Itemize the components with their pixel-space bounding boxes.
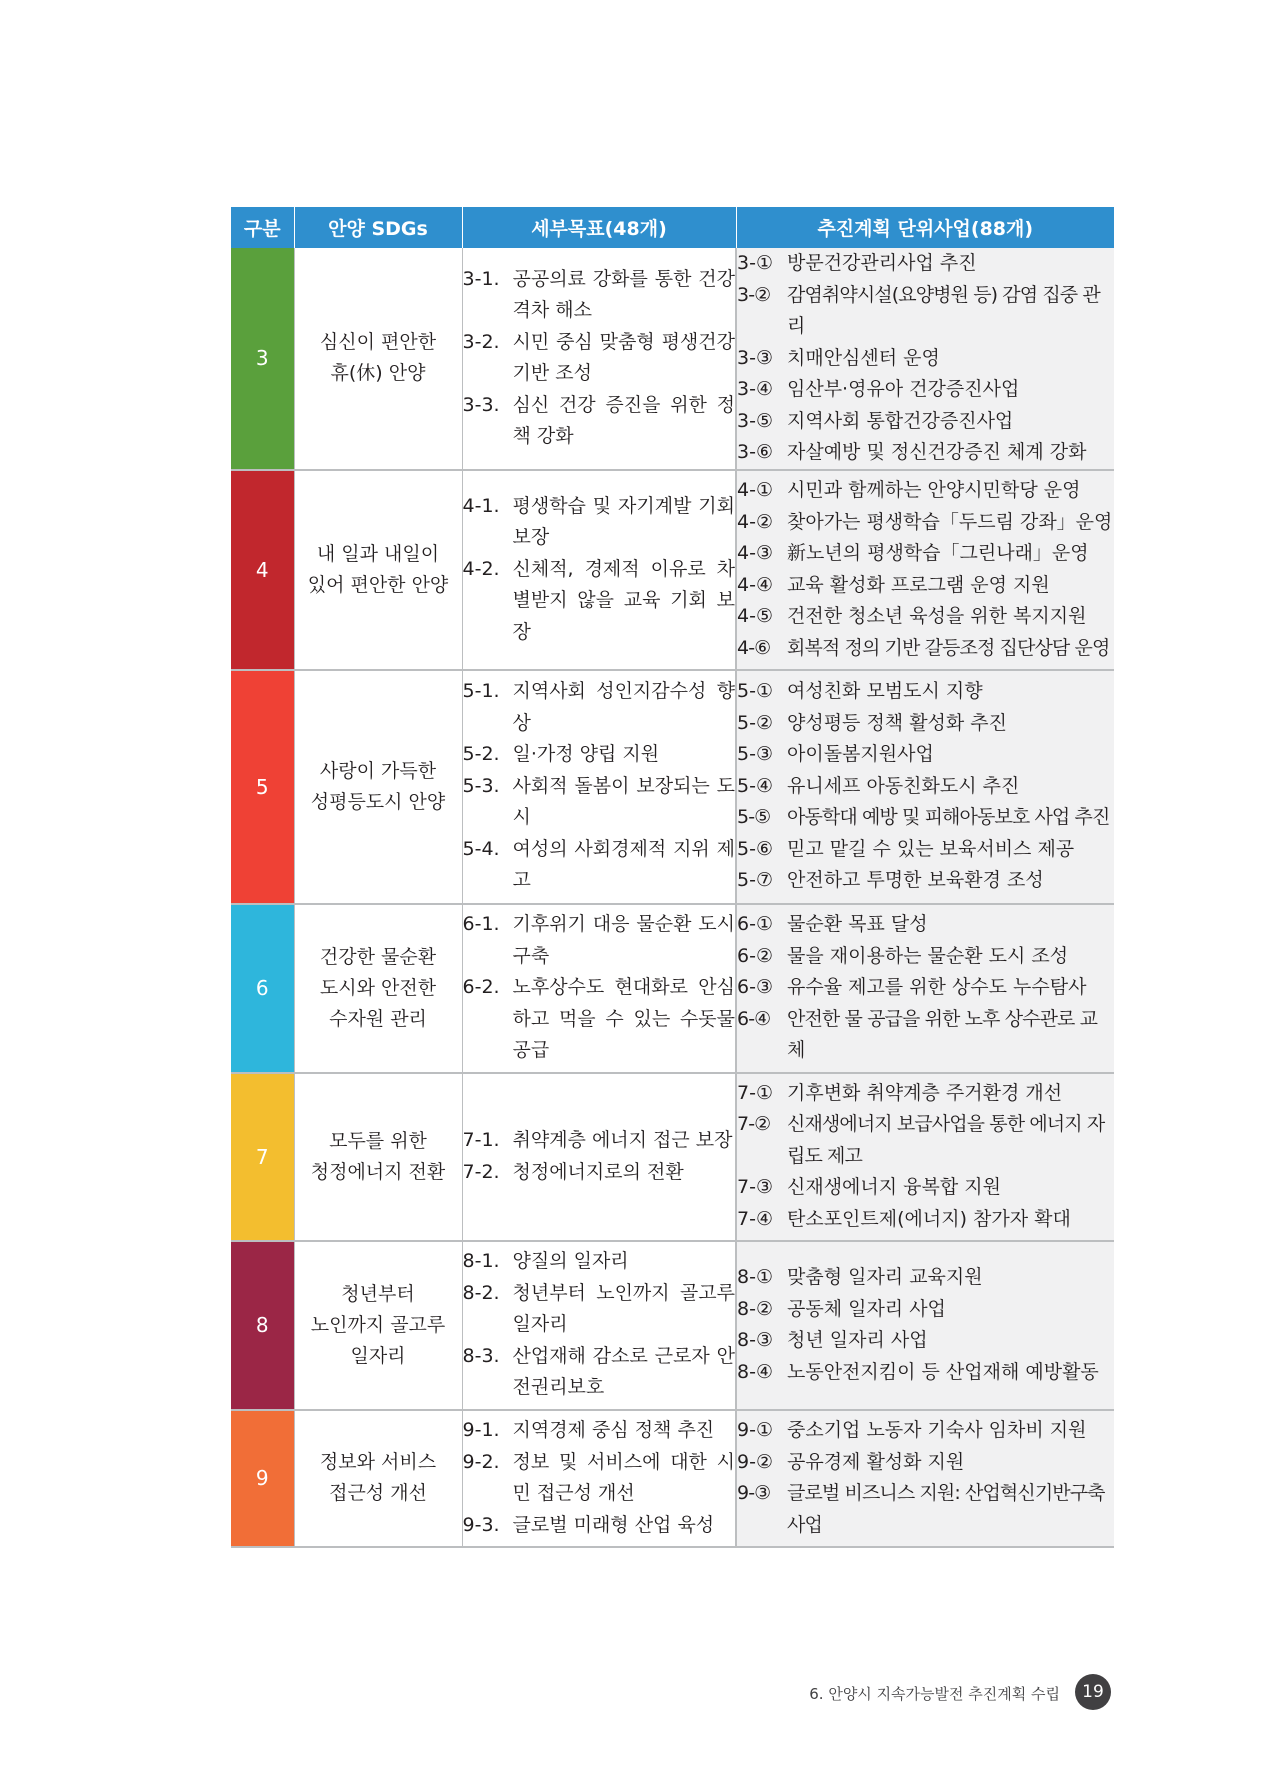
project-text: 新노년의 평생학습「그린나래」운영 — [787, 542, 1089, 564]
project-text: 공유경제 활성화 지원 — [787, 1450, 965, 1473]
project-text: 회복적 정의 기반 갈등조정 집단상담 운영 — [787, 636, 1110, 659]
project-text: 건전한 청소년 육성을 위한 복지지원 — [787, 605, 1087, 627]
unit-project-item — [737, 802, 1114, 834]
goal-text: 신체적, 경제적 이유로 차별받지 않을 교육 기회 보장 — [512, 557, 735, 643]
project-code: 6-② — [737, 944, 773, 967]
unit-project-item — [737, 507, 1114, 539]
goal-code: 8-1. — [462, 1250, 500, 1273]
unit-project-item — [737, 248, 1114, 280]
sdg-name-line: 접근성 개선 — [329, 1482, 427, 1504]
header-category: 구분 — [231, 207, 294, 248]
project-text: 탄소포인트제(에너지) 참가자 확대 — [787, 1207, 1071, 1230]
table-row — [231, 904, 1114, 1073]
goal-text: 글로벌 미래형 산업 육성 — [512, 1513, 715, 1536]
project-code: 4-⑤ — [737, 605, 773, 627]
project-text: 시민과 함께하는 안양시민학당 운영 — [787, 479, 1081, 501]
detail-goals-cell — [462, 470, 736, 670]
detail-goals-cell — [462, 904, 736, 1073]
goal-code: 5-1. — [462, 680, 500, 703]
project-code: 4-① — [737, 479, 773, 501]
project-code: 8-③ — [737, 1329, 773, 1351]
unit-projects-cell — [736, 470, 1114, 670]
project-text: 신재생에너지 융복합 지원 — [787, 1176, 1001, 1199]
goal-text: 정보 및 서비스에 대한 시민 접근성 개선 — [512, 1450, 735, 1504]
table-row — [231, 1241, 1114, 1410]
detail-goal-item — [463, 739, 736, 771]
project-text: 아동학대 예방 및 피해아동보호 사업 추진 — [787, 806, 1110, 829]
project-code: 5-④ — [737, 774, 773, 797]
sdg-name-line: 사랑이 가득한 — [319, 759, 437, 782]
goal-text: 취약계층 에너지 접근 보장 — [512, 1129, 733, 1151]
project-code: 3-⑥ — [737, 441, 773, 463]
sdg-name-line: 정보와 서비스 — [319, 1451, 437, 1473]
header-unit-projects: 추진계획 단위사업(88개) — [736, 207, 1114, 248]
unit-project-item — [737, 972, 1114, 1004]
project-text: 지역사회 통합건강증진사업 — [787, 409, 1014, 432]
sdg-number-cell: 3 — [231, 248, 294, 470]
goal-text: 산업재해 감소로 근로자 안전권리보호 — [512, 1344, 735, 1399]
sdg-name-cell — [294, 1073, 462, 1241]
project-code: 4-② — [737, 510, 773, 533]
goal-text: 노후상수도 현대화로 안심하고 먹을 수 있는 수돗물 공급 — [512, 976, 735, 1062]
header-detail-goals: 세부목표(48개) — [462, 207, 736, 248]
unit-project-item — [737, 865, 1114, 897]
sdg-name-line: 휴(休) 안양 — [330, 362, 426, 385]
goal-text: 청년부터 노인까지 골고루 일자리 — [512, 1281, 735, 1336]
project-code: 4-⑥ — [737, 636, 771, 659]
project-text: 양성평등 정책 활성화 추진 — [787, 711, 1008, 734]
goal-text: 시민 중심 맞춤형 평생건강 기반 조성 — [512, 330, 735, 385]
table-row — [231, 670, 1114, 904]
footer-chapter-title: 6. 안양시 지속가능발전 추진계획 수립 — [809, 1685, 1060, 1703]
project-code: 5-⑦ — [737, 869, 773, 892]
detail-goal-item — [463, 491, 736, 554]
unit-project-item — [737, 1294, 1114, 1326]
project-text: 자살예방 및 정신건강증진 체계 강화 — [787, 441, 1087, 463]
project-code: 6-③ — [737, 976, 773, 999]
detail-goal-item — [463, 1447, 736, 1510]
unit-project-item — [737, 1478, 1114, 1541]
project-code: 7-① — [737, 1081, 773, 1104]
project-text: 찾아가는 평생학습「두드림 강좌」운영 — [787, 510, 1113, 533]
sdg-number-cell: 4 — [231, 470, 294, 670]
project-code: 5-① — [737, 680, 773, 703]
unit-project-item — [737, 475, 1114, 507]
project-text: 유수율 제고를 위한 상수도 누수탐사 — [787, 976, 1087, 999]
sdg-number-cell: 9 — [231, 1410, 294, 1547]
project-code: 6-④ — [737, 1007, 771, 1030]
unit-projects-cell — [736, 670, 1114, 904]
unit-project-item — [737, 1078, 1114, 1110]
goal-code: 4-1. — [462, 494, 500, 517]
goal-text: 일·가정 양립 지원 — [512, 743, 660, 766]
project-code: 8-② — [737, 1297, 773, 1320]
sdg-name-cell — [294, 1241, 462, 1410]
sdg-name-cell — [294, 904, 462, 1073]
unit-project-item — [737, 1109, 1114, 1172]
unit-project-item — [737, 739, 1114, 771]
header-sdgs: 안양 SDGs — [294, 207, 462, 248]
project-text: 유니세프 아동친화도시 추진 — [787, 774, 1020, 797]
sdg-number-cell: 5 — [231, 670, 294, 904]
unit-project-item — [737, 1004, 1114, 1067]
goal-code: 7-2. — [462, 1160, 500, 1183]
sdg-name-line: 도시와 안전한 — [319, 976, 437, 999]
sdg-name-line: 청년부터 — [341, 1282, 415, 1305]
project-code: 9-② — [737, 1450, 773, 1473]
detail-goal-item — [463, 327, 736, 390]
project-text: 물순환 목표 달성 — [787, 913, 928, 936]
project-code: 6-① — [737, 913, 773, 936]
table-row — [231, 470, 1114, 670]
unit-project-item — [737, 343, 1114, 375]
detail-goal-item — [463, 390, 736, 453]
goal-code: 4-2. — [462, 557, 500, 580]
unit-project-item — [737, 909, 1114, 941]
goal-text: 청정에너지로의 전환 — [512, 1160, 684, 1183]
project-code: 3-② — [737, 283, 771, 306]
project-text: 아이돌봄지원사업 — [787, 743, 934, 766]
unit-project-item — [737, 406, 1114, 438]
sdg-name-line: 성평등도시 안양 — [310, 790, 446, 813]
project-text: 감염취약시설(요양병원 등) 감염 집중 관리 — [787, 283, 1100, 337]
sdg-number-cell: 7 — [231, 1073, 294, 1241]
project-code: 3-③ — [737, 346, 773, 369]
detail-goal-item — [463, 909, 736, 972]
sdg-name-line: 심신이 편안한 — [319, 331, 437, 354]
unit-project-item — [737, 538, 1114, 570]
goal-code: 7-1. — [462, 1129, 500, 1151]
project-text: 공동체 일자리 사업 — [787, 1297, 946, 1320]
goal-code: 9-1. — [462, 1419, 500, 1441]
detail-goal-item — [463, 676, 736, 739]
goal-code: 5-3. — [462, 774, 500, 797]
project-code: 5-⑥ — [737, 837, 773, 860]
unit-project-item — [737, 941, 1114, 973]
project-code: 5-⑤ — [737, 806, 771, 829]
detail-goals-cell — [462, 1073, 736, 1241]
project-text: 중소기업 노동자 기숙사 임차비 지원 — [787, 1419, 1087, 1441]
goal-code: 5-2. — [462, 743, 500, 766]
table-row — [231, 1410, 1114, 1547]
table-row — [231, 248, 1114, 470]
project-text: 믿고 맡길 수 있는 보육서비스 제공 — [787, 837, 1075, 860]
goal-code: 3-2. — [462, 330, 500, 353]
detail-goal-item — [463, 1510, 736, 1542]
sdg-number-cell: 6 — [231, 904, 294, 1073]
project-text: 안전하고 투명한 보육환경 조성 — [787, 869, 1044, 892]
project-text: 기후변화 취약계층 주거환경 개선 — [787, 1081, 1063, 1104]
detail-goals-cell — [462, 248, 736, 470]
goal-text: 사회적 돌봄이 보장되는 도시 — [512, 774, 735, 829]
project-text: 치매안심센터 운영 — [787, 346, 940, 369]
detail-goal-item — [463, 1125, 736, 1157]
sdg-name-cell — [294, 1410, 462, 1547]
unit-projects-cell — [736, 248, 1114, 470]
sdg-name-cell — [294, 248, 462, 470]
project-text: 노동안전지킴이 등 산업재해 예방활동 — [787, 1360, 1099, 1383]
sdg-name-cell — [294, 470, 462, 670]
detail-goal-item — [463, 1246, 736, 1278]
goal-code: 9-2. — [462, 1450, 500, 1473]
unit-project-item — [737, 1262, 1114, 1294]
goal-text: 기후위기 대응 물순환 도시 구축 — [512, 913, 735, 967]
detail-goal-item — [463, 771, 736, 834]
goal-code: 3-1. — [462, 267, 500, 290]
sdg-name-line: 노인까지 골고루 — [310, 1313, 446, 1336]
project-text: 방문건강관리사업 추진 — [787, 252, 977, 274]
detail-goal-item — [463, 264, 736, 327]
project-code: 7-④ — [737, 1207, 773, 1230]
detail-goal-item — [463, 554, 736, 649]
goal-text: 지역사회 성인지감수성 향상 — [512, 680, 735, 734]
project-code: 8-④ — [737, 1360, 773, 1383]
detail-goal-item — [463, 834, 736, 897]
detail-goal-item — [463, 1341, 736, 1404]
project-text: 교육 활성화 프로그램 운영 지원 — [787, 573, 1050, 596]
unit-project-item — [737, 708, 1114, 740]
goal-code: 8-3. — [462, 1344, 500, 1367]
project-code: 4-③ — [737, 542, 773, 564]
detail-goals-cell — [462, 670, 736, 904]
project-text: 맞춤형 일자리 교육지원 — [787, 1266, 983, 1288]
sdg-name-line: 내 일과 내일이 — [316, 542, 440, 565]
project-code: 9-① — [737, 1419, 773, 1441]
unit-project-item — [737, 570, 1114, 602]
project-code: 3-① — [737, 252, 773, 274]
project-code: 3-⑤ — [737, 409, 773, 432]
goal-code: 8-2. — [462, 1281, 500, 1304]
unit-project-item — [737, 1447, 1114, 1479]
goal-code: 5-4. — [462, 837, 500, 860]
goal-code: 9-3. — [462, 1513, 500, 1536]
sdg-number-cell: 8 — [231, 1241, 294, 1410]
project-text: 물을 재이용하는 물순환 도시 조성 — [787, 944, 1069, 967]
project-code: 3-④ — [737, 378, 773, 400]
unit-project-item — [737, 633, 1114, 665]
goal-text: 여성의 사회경제적 지위 제고 — [512, 837, 735, 892]
project-code: 7-③ — [737, 1176, 773, 1199]
sdg-name-line: 건강한 물순환 — [319, 945, 437, 968]
table-header-row — [231, 207, 1114, 248]
unit-projects-cell — [736, 1410, 1114, 1547]
sdg-name-line: 일자리 — [350, 1344, 406, 1367]
project-text: 여성친화 모범도시 지향 — [787, 680, 983, 703]
unit-project-item — [737, 834, 1114, 866]
detail-goal-item — [463, 1278, 736, 1341]
project-code: 5-② — [737, 711, 773, 734]
sdg-name-line: 모두를 위한 — [329, 1129, 427, 1152]
goal-code: 3-3. — [462, 393, 500, 416]
project-text: 신재생에너지 보급사업을 통한 에너지 자립도 제고 — [787, 1113, 1105, 1167]
project-text: 글로벌 비즈니스 지원: 산업혁신기반구축사업 — [787, 1482, 1105, 1536]
project-text: 청년 일자리 사업 — [787, 1329, 928, 1351]
goal-text: 공공의료 강화를 통한 건강격차 해소 — [512, 267, 735, 322]
unit-project-item — [737, 1325, 1114, 1357]
unit-project-item — [737, 1204, 1114, 1236]
goal-code: 6-1. — [462, 913, 500, 936]
sdg-name-line: 있어 편안한 안양 — [307, 573, 449, 596]
project-text: 임산부·영유아 건강증진사업 — [787, 378, 1020, 400]
detail-goal-item — [463, 972, 736, 1067]
sdg-plan-table — [231, 207, 1114, 1548]
project-code: 9-③ — [737, 1482, 771, 1504]
unit-project-item — [737, 676, 1114, 708]
unit-projects-cell — [736, 1073, 1114, 1241]
project-code: 8-① — [737, 1266, 773, 1288]
unit-projects-cell — [736, 1241, 1114, 1410]
unit-project-item — [737, 374, 1114, 406]
unit-project-item — [737, 1172, 1114, 1204]
project-code: 5-③ — [737, 743, 773, 766]
project-code: 7-② — [737, 1113, 771, 1136]
sdg-name-line: 청정에너지 전환 — [310, 1160, 446, 1183]
unit-projects-cell — [736, 904, 1114, 1073]
unit-project-item — [737, 771, 1114, 803]
table-row — [231, 1073, 1114, 1241]
detail-goals-cell — [462, 1241, 736, 1410]
unit-project-item — [737, 601, 1114, 633]
project-code: 4-④ — [737, 573, 773, 596]
goal-text: 지역경제 중심 정책 추진 — [512, 1419, 715, 1441]
sdg-name-line: 수자원 관리 — [329, 1007, 427, 1030]
detail-goal-item — [463, 1415, 736, 1447]
unit-project-item — [737, 280, 1114, 343]
unit-project-item — [737, 1357, 1114, 1389]
unit-project-item — [737, 437, 1114, 469]
goal-code: 6-2. — [462, 976, 500, 999]
detail-goals-cell — [462, 1410, 736, 1547]
sdg-name-cell — [294, 670, 462, 904]
goal-text: 양질의 일자리 — [512, 1250, 629, 1273]
unit-project-item — [737, 1415, 1114, 1447]
page-number-badge: 19 — [1075, 1674, 1111, 1710]
project-text: 안전한 물 공급을 위한 노후 상수관로 교체 — [787, 1007, 1098, 1062]
detail-goal-item — [463, 1157, 736, 1189]
goal-text: 평생학습 및 자기계발 기회 보장 — [512, 494, 735, 549]
goal-text: 심신 건강 증진을 위한 정책 강화 — [512, 393, 735, 448]
